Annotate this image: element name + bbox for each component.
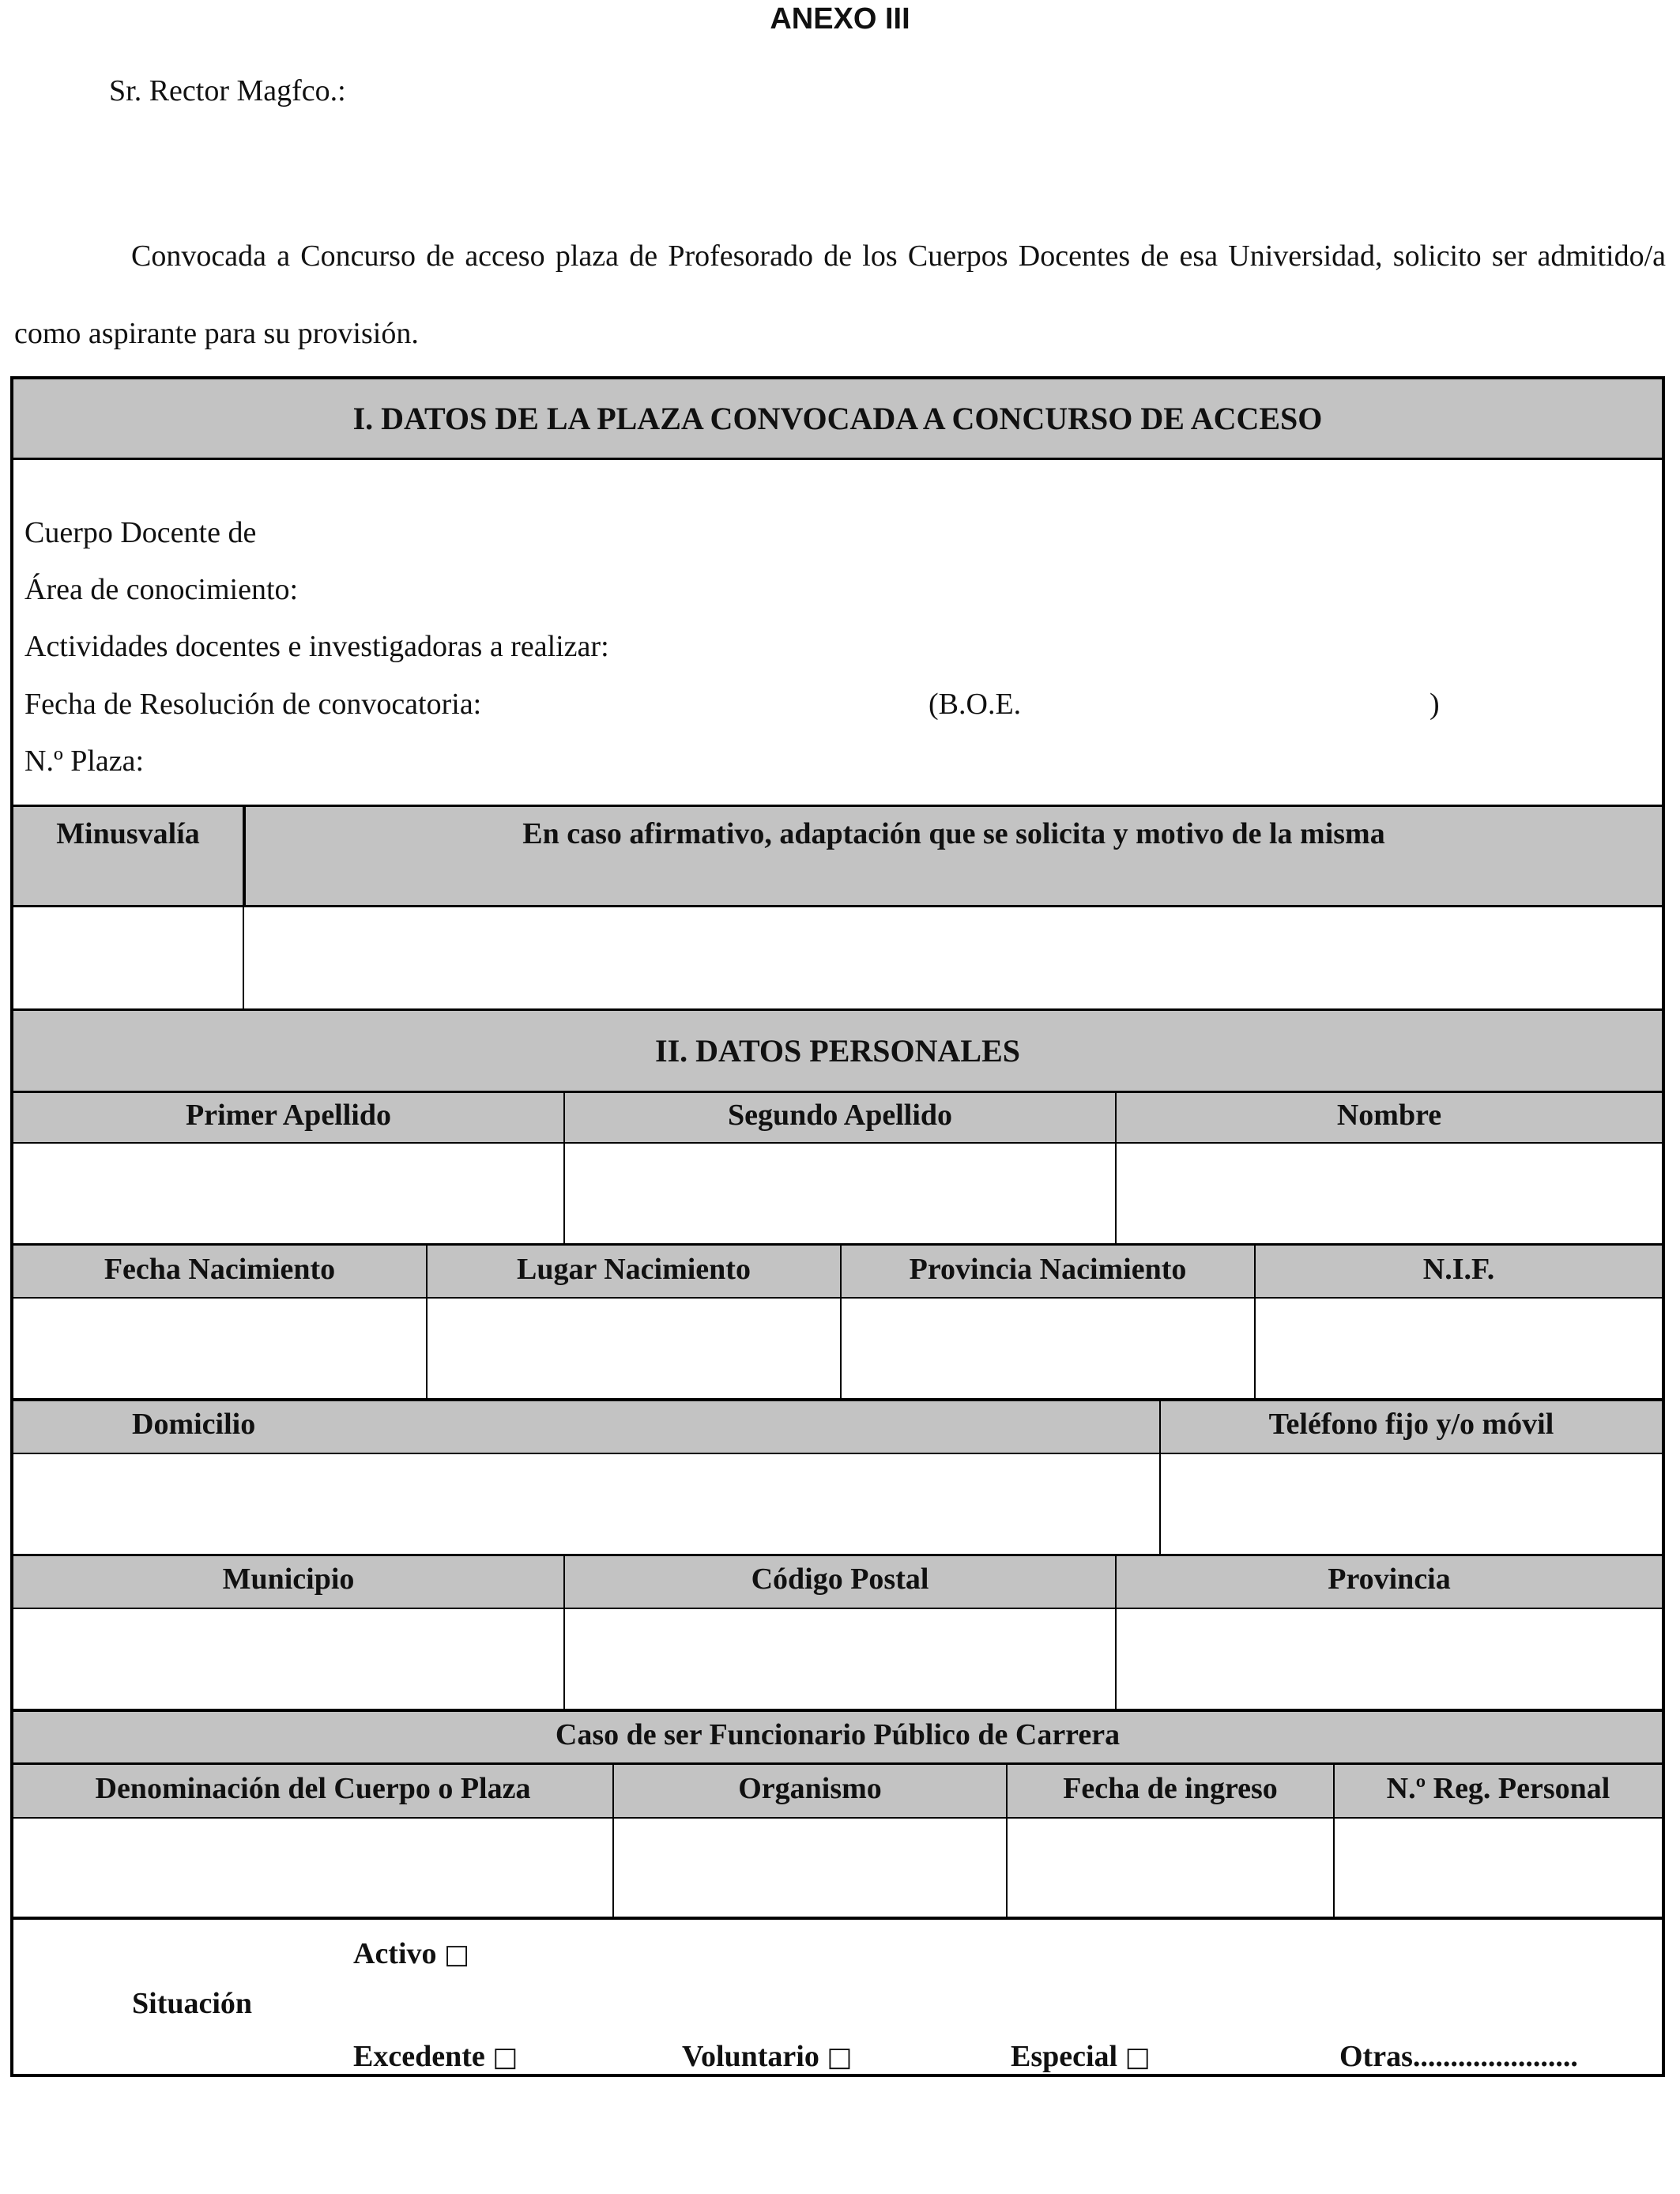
funcionario-title: Caso de ser Funcionario Público de Carrera [555,1718,1121,1751]
input-primer-apellido[interactable] [13,1144,563,1243]
option-excedente[interactable] [353,2037,518,2077]
salutation: Sr. Rector Magfco.: [109,74,346,107]
input-nombre[interactable] [1117,1144,1662,1243]
checkbox-excedente-icon[interactable]: □ [492,2041,518,2073]
section1-header [13,379,1662,458]
header-segundo-apellido: Segundo Apellido [727,1099,953,1132]
minusvalia-input[interactable] [13,907,243,1008]
field-plaza: N.º Plaza: [24,745,145,778]
header-fecha-nacimiento: Fecha Nacimiento [104,1253,336,1286]
option-activo-label: Activo [353,1937,437,1970]
option-especial[interactable] [1011,2037,1151,2077]
option-especial-label: Especial [1011,2040,1118,2073]
option-excedente-label: Excedente [353,2040,485,2073]
header-telefono: Teléfono fijo y/o móvil [1268,1408,1554,1441]
header-municipio: Municipio [222,1563,355,1596]
header-codigo-postal: Código Postal [751,1563,929,1596]
input-codigo-postal[interactable] [565,1609,1115,1709]
field-actividades: Actividades docentes e investigadoras a realizar: [24,630,609,663]
header-organismo: Organismo [738,1772,882,1805]
header-reg-personal: N.º Reg. Personal [1386,1772,1610,1805]
minusvalia-header: Minusvalía [56,817,200,850]
input-nif[interactable] [1256,1299,1662,1398]
header-nif: N.I.F. [1422,1253,1495,1286]
option-voluntario-label: Voluntario [682,2040,819,2073]
field-boe-close: ) [1430,688,1440,721]
intro-paragraph: Convocada a Concurso de acceso plaza de Profesorado de los Cuerpos Docentes de esa Universidad, solicito ser admitido/a como aspirante para su provisión. [14,239,1666,350]
input-municipio[interactable] [13,1609,563,1709]
input-domicilio[interactable] [13,1454,1159,1554]
option-otras[interactable]: Otras...................... [1339,2040,1578,2073]
input-organismo[interactable] [614,1819,1006,1917]
option-voluntario[interactable] [682,2037,852,2077]
input-segundo-apellido[interactable] [565,1144,1115,1243]
input-reg-personal[interactable] [1335,1819,1662,1917]
header-domicilio: Domicilio [132,1408,256,1441]
section2-header [13,1011,1662,1091]
adaptacion-input[interactable] [244,907,1662,1008]
header-primer-apellido: Primer Apellido [186,1099,391,1132]
header-fecha-ingreso: Fecha de ingreso [1063,1772,1278,1805]
header-lugar-nacimiento: Lugar Nacimiento [517,1253,751,1286]
header-nombre: Nombre [1336,1099,1442,1132]
header-denominacion: Denominación del Cuerpo o Plaza [95,1772,531,1805]
header-provincia: Provincia [1328,1563,1451,1596]
section2-title: II. DATOS PERSONALES [655,1033,1020,1069]
input-lugar-nacimiento[interactable] [428,1299,840,1398]
field-boe: (B.O.E. [929,688,1022,721]
input-provincia-nacimiento[interactable] [842,1299,1254,1398]
field-fecha-resolucion: Fecha de Resolución de convocatoria: [24,688,482,721]
header-provincia-nacimiento: Provincia Nacimiento [909,1253,1187,1286]
annex-title: ANEXO III [770,2,910,36]
situacion-label: Situación [132,1987,253,2020]
application-form [10,376,1665,2077]
option-activo[interactable] [353,1934,469,1974]
input-provincia[interactable] [1117,1609,1662,1709]
adaptacion-header: En caso afirmativo, adaptación que se solicita y motivo de la misma [522,817,1385,850]
field-area-conocimiento: Área de conocimiento: [24,573,299,606]
input-fecha-nacimiento[interactable] [13,1299,426,1398]
section1-title: I. DATOS DE LA PLAZA CONVOCADA A CONCURSO DE ACCESO [352,401,1323,436]
input-fecha-ingreso[interactable] [1008,1819,1333,1917]
input-telefono[interactable] [1161,1454,1662,1554]
checkbox-activo-icon[interactable]: □ [444,1939,470,1970]
input-denominacion[interactable] [13,1819,612,1917]
field-cuerpo-docente: Cuerpo Docente de [24,516,257,549]
checkbox-especial-icon[interactable]: □ [1124,2041,1151,2073]
checkbox-voluntario-icon[interactable]: □ [827,2041,853,2073]
